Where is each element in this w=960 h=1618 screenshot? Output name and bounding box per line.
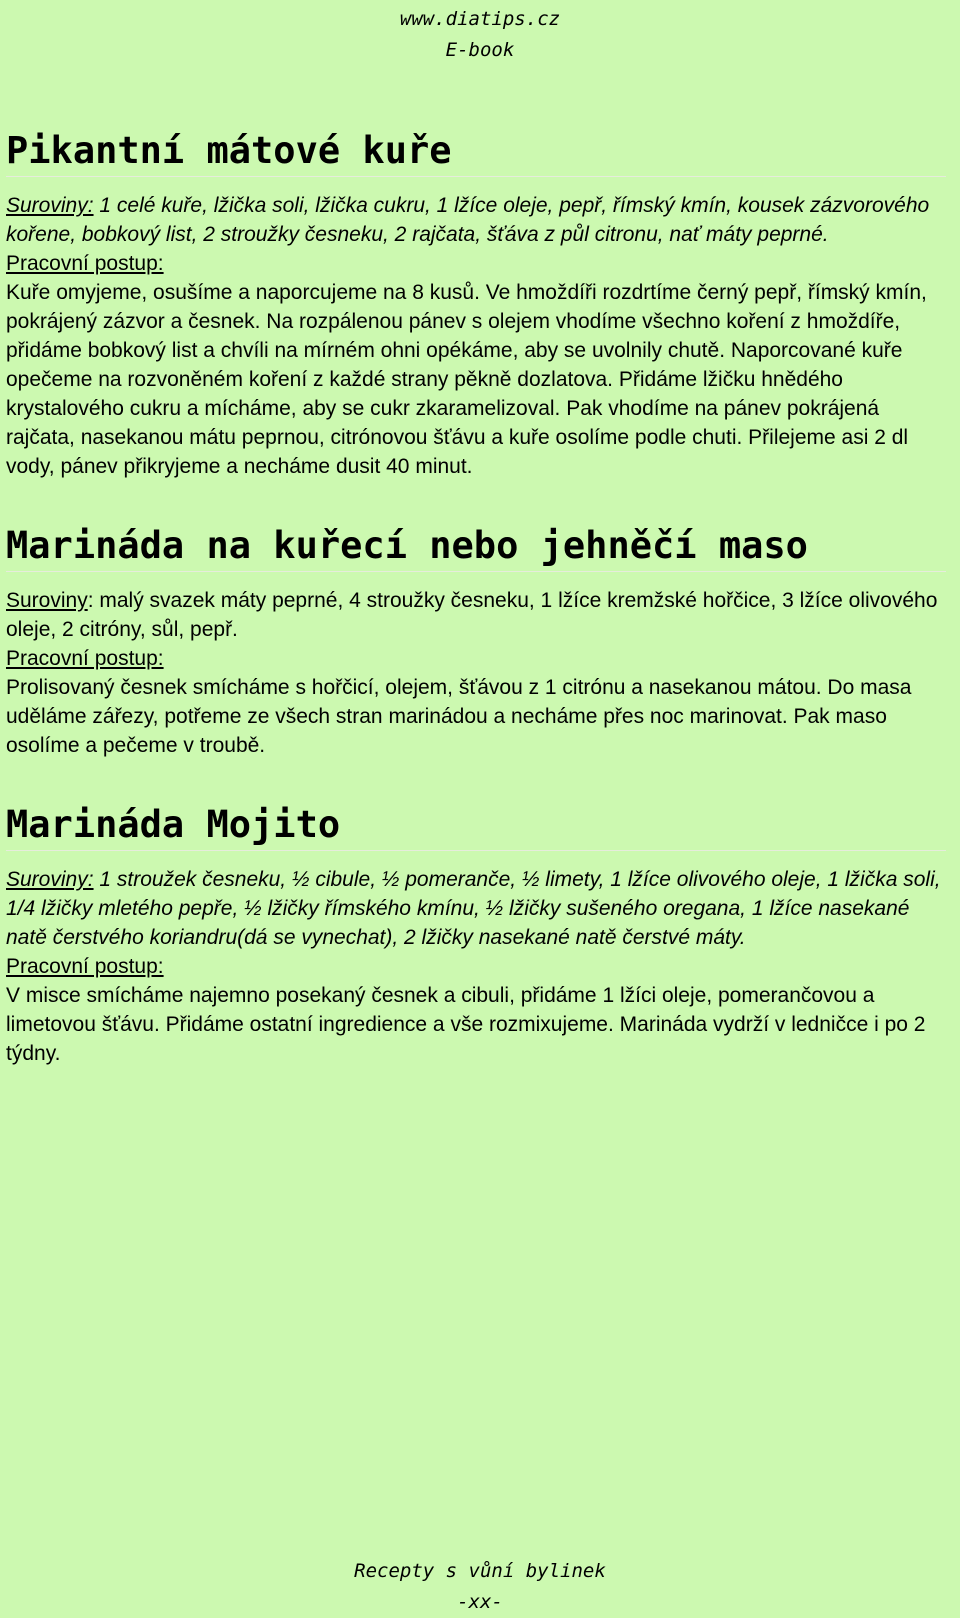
procedure-text: Kuře omyjeme, osušíme a naporcujeme na 8 kusů. Ve hmoždíři rozdrtíme černý pepř, římský kmín, pokrájený zázvor a česnek. Na rozpálenou pánev s olejem vhodíme všechno koření z hmoždíře, přidáme bobkový list a chvíli na mírném ohni opékáme, aby se uvolnily chutě. Naporcované kuře opečeme na rozvoněném koření z každé strany pěkně dozlatova. Přidáme lžičku hnědého krystalového cukru a mícháme, aby se cukr zkaramelizoval. Pak vhodíme na pánev pokrájená rajčata, nasekanou mátu peprnou, citrónovou šťávu a kuře osolíme podle chuti. Přilejeme asi 2 dl vody, pánev přikryjeme a necháme dusit 40 minut. (6, 281, 927, 478)
recipe-title: Pikantní mátové kuře (6, 128, 946, 177)
site-url: www.diatips.cz (399, 8, 561, 30)
ingredients (6, 865, 946, 952)
ingredients (6, 586, 946, 644)
ingredients-label: Suroviny (6, 589, 88, 612)
ingredients-label: Suroviny: (6, 868, 94, 891)
ingredients-text: 1 celé kuře, lžička soli, lžička cukru, 1 lžíce oleje, pepř, římský kmín, kousek zázvorového kořene, bobkový list, 2 stroužky česneku, 2 rajčata, šťáva z půl citronu, nať máty peprné. (6, 194, 930, 246)
recipe-title: Marináda na kuřecí nebo jehněčí maso (6, 523, 946, 572)
ingredients-text: 1 stroužek česneku, ½ cibule, ½ pomeranče, ½ limety, 1 lžíce olivového oleje, 1 lžička soli, 1/4 lžičky mletého pepře, ½ lžičky římského kmínu, ½ lžičky sušeného oregana, 1 lžíce nasekané natě čerstvého koriandru(dá se vynechat), 2 lžičky nasekané natě čerstvé máty. (6, 868, 941, 949)
page-header (0, 4, 960, 66)
recipe-chicken-lamb-marinade (6, 523, 946, 760)
recipe-mojito-marinade (6, 802, 946, 1068)
page-number: -xx- (457, 1591, 503, 1613)
procedure-label: Pracovní postup: (6, 647, 164, 670)
ingredients (6, 191, 946, 249)
page-footer (0, 1556, 960, 1618)
recipe-title: Marináda Mojito (6, 802, 946, 851)
footer-title: Recepty s vůní bylinek (354, 1560, 606, 1582)
document-type: E-book (445, 39, 515, 61)
ingredients-label: Suroviny: (6, 194, 94, 217)
procedure-text: Prolisovaný česnek smícháme s hořčicí, olejem, šťávou z 1 citrónu a nasekanou mátou. Do masa uděláme zářezy, potřeme ze všech stran marinádou a necháme přes noc marinovat. Pak maso osolíme a pečeme v troubě. (6, 676, 912, 757)
recipe-content (6, 128, 946, 1098)
procedure-label: Pracovní postup: (6, 252, 164, 275)
recipe-mint-chicken (6, 128, 946, 481)
procedure-label: Pracovní postup: (6, 955, 164, 978)
procedure-text: V misce smícháme najemno posekaný česnek a cibuli, přidáme 1 lžíci oleje, pomerančovou a limetovou šťávu. Přidáme ostatní ingredience a vše rozmixujeme. Marináda vydrží v ledničce i po 2 týdny. (6, 984, 926, 1065)
ingredients-text: : malý svazek máty peprné, 4 stroužky česneku, 1 lžíce kremžské hořčice, 3 lžíce olivového oleje, 2 citróny, sůl, pepř. (6, 589, 938, 641)
